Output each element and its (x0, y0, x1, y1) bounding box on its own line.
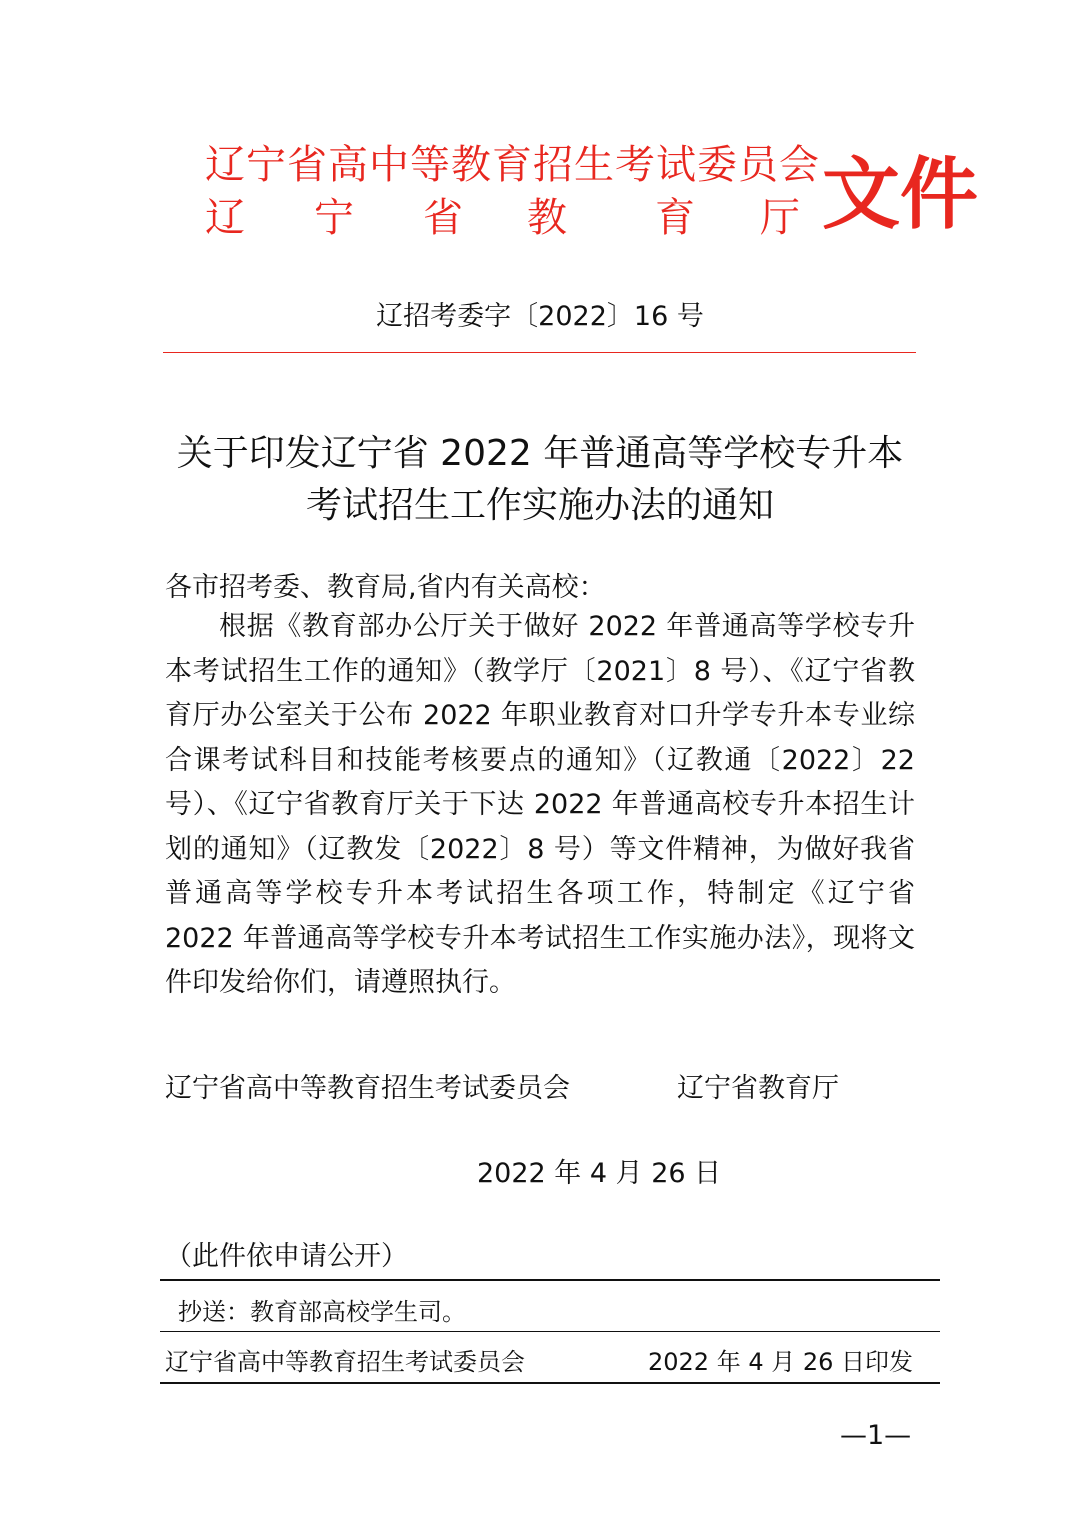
issuer-line-2-char: 教 (527, 195, 568, 241)
doc-number: 辽招考委字〔2022〕16 号 (376, 301, 704, 332)
issuer-line-2-char: 宁 (314, 195, 355, 241)
title-line-1: 关于印发辽宁省 2022 年普通高等学校专升本 (176, 433, 904, 474)
signature-date: 2022 年 4 月 26 日 (477, 1158, 722, 1189)
footer-issuer: 辽宁省高中等教育招生考试委员会 (165, 1348, 525, 1376)
body-paragraph: 根据《教育部办公厅关于做好 2022 年普通高等学校专升本考试招生工作的通知》（教学厅〔2021〕8 号）、《辽宁省教育厅办公室关于公布 2022 年职业教育对口升学专升本专业综合课考试科目和技能考核要点的通知》（辽教通〔2022〕22 号）、《辽宁省教育厅关于下达 2022 年普通高校专升本招生计划的通知》（辽教发〔2022〕8 号）等文件精神，为做好我省普通高等学校专升本考试招生各项工作，特制定《辽宁省 2022 年普通高等学校专升本考试招生工作实施办法》，现将文件印发给你们，请遵照执行。 (165, 611, 915, 998)
issuer-line-2-char: 省 (423, 195, 464, 241)
footer-rule-bottom (160, 1382, 940, 1384)
cc-line: 抄送：教育部高校学生司。 (178, 1298, 466, 1326)
signature-org-2: 辽宁省教育厅 (677, 1073, 839, 1104)
header-separator (163, 352, 916, 353)
doc-type-label: 文件 (822, 149, 979, 240)
footer-rule-top (160, 1279, 940, 1281)
disclosure-note: （此件依申请公开） (165, 1241, 408, 1272)
footer-rule-middle (160, 1331, 940, 1332)
footer-print-date: 2022 年 4 月 26 日印发 (648, 1348, 914, 1376)
issuer-line-2-char: 厅 (760, 195, 801, 241)
signature-org-1: 辽宁省高中等教育招生考试委员会 (165, 1073, 570, 1104)
issuer-line-2-char: 辽 (205, 195, 246, 241)
page-number: —1— (840, 1420, 912, 1451)
salutation: 各市招考委、教育局,省内有关高校： (165, 572, 606, 603)
issuer-line-2-char: 育 (655, 195, 696, 241)
issuer-line-1: 辽宁省高中等教育招生考试委员会 (205, 142, 820, 188)
title-line-2: 考试招生工作实施办法的通知 (305, 485, 774, 526)
